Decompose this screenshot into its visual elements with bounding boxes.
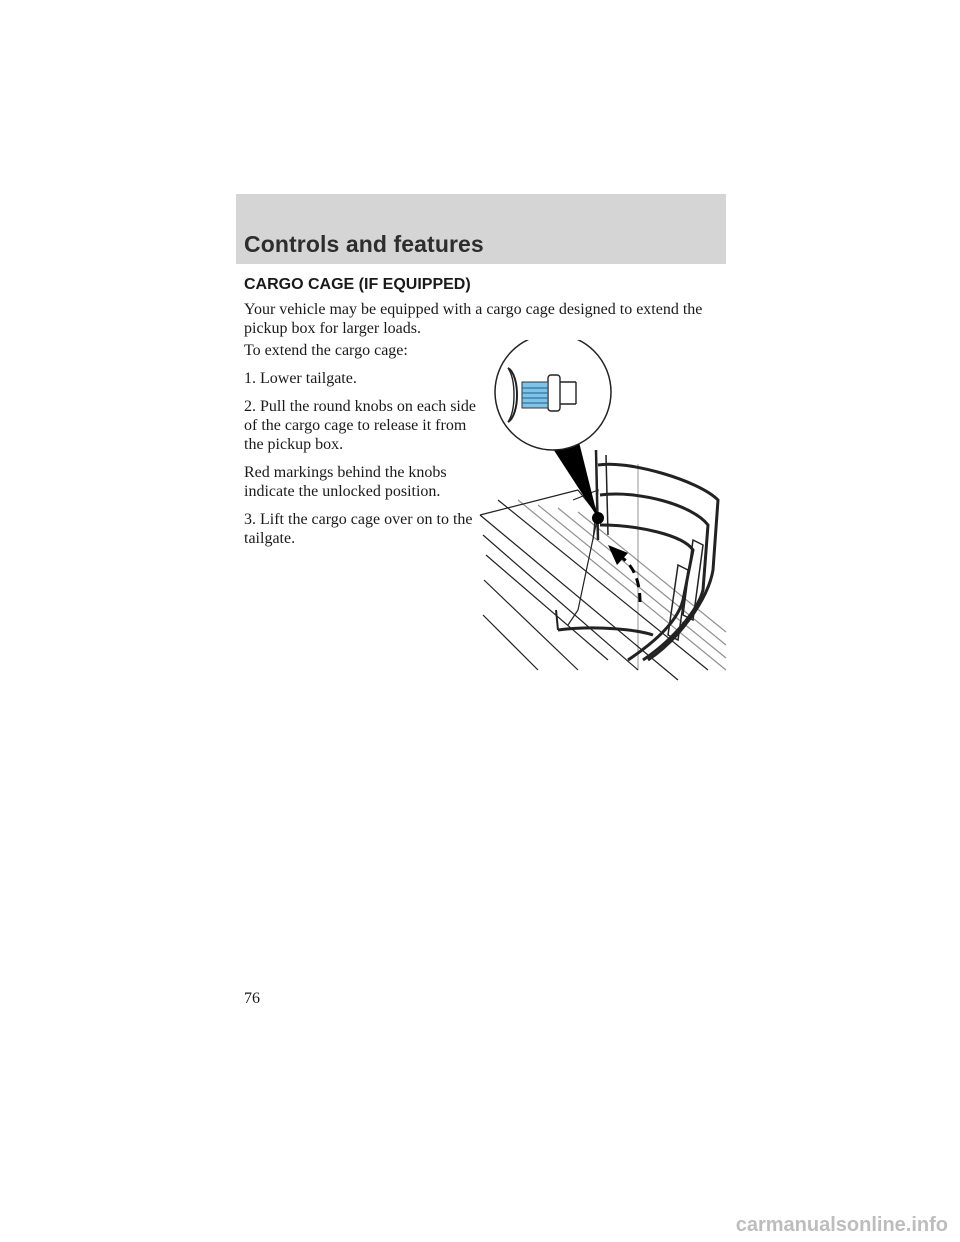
section-header-band bbox=[236, 194, 726, 264]
chapter-title: Controls and features bbox=[244, 231, 484, 257]
step-2: 2. Pull the round knobs on each side of the cargo cage to release it from the pickup box. bbox=[244, 398, 476, 453]
instruction-steps bbox=[244, 341, 484, 557]
steps-lead: To extend the cargo cage: bbox=[244, 342, 408, 359]
watermark-text: carmanualsonline.info bbox=[735, 1214, 948, 1236]
page-number: 76 bbox=[244, 990, 260, 1007]
section-title: CARGO CAGE (IF EQUIPPED) bbox=[244, 276, 471, 293]
intro-paragraph: Your vehicle may be equipped with a cargo cage designed to extend the pickup box for larger loads. bbox=[244, 301, 703, 337]
unlock-note: Red markings behind the knobs indicate the unlocked position. bbox=[244, 464, 447, 500]
step-3: 3. Lift the cargo cage over on to the tailgate. bbox=[244, 511, 473, 547]
cargo-cage-illustration bbox=[478, 340, 728, 685]
step-1: 1. Lower tailgate. bbox=[244, 370, 357, 387]
